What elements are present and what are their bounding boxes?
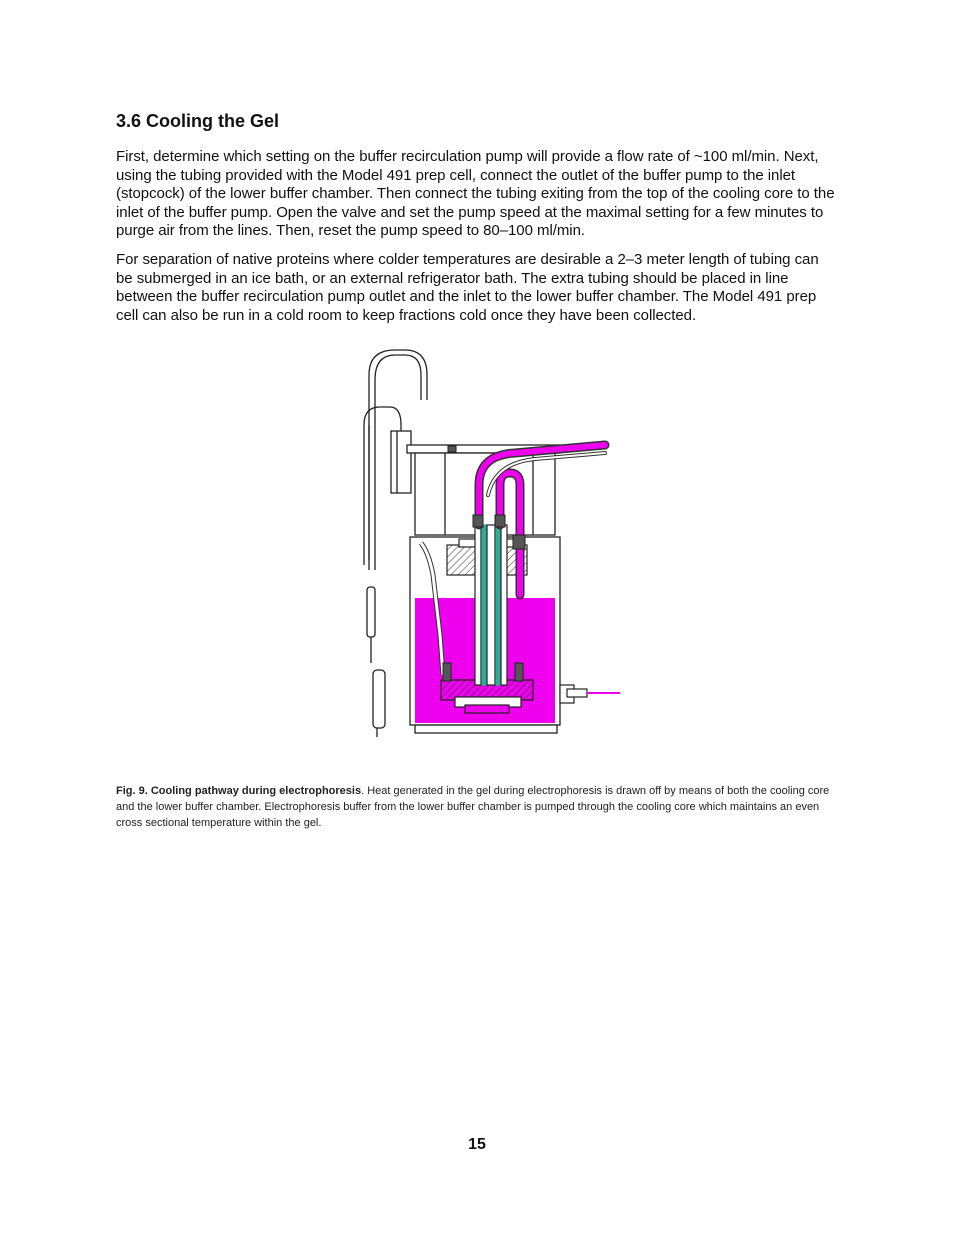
- prep-cell-cooling-diagram: [355, 345, 625, 740]
- page-number: 15: [468, 1136, 486, 1153]
- figure-caption: [116, 783, 838, 831]
- diagram-svg: [355, 345, 625, 740]
- paragraph-2: For separation of native proteins where colder temperatures are desirable a 2–3 meter length of tubing can be submerged in an ice bath, or an external refrigerator bath. The extra tubing should be placed in line between the buffer recirculation pump outlet and the inlet to the lower buffer chamber. The Model 491 prep cell can also be run in a cold room to keep fractions cold once they have been collected.: [116, 251, 819, 324]
- paragraph-1: First, determine which setting on the buffer recirculation pump will provide a flow rate of ~100 ml/min. Next, using the tubing provided with the Model 491 prep cell, connect the outlet of the buffer pump to the inlet (stopcock) of the lower buffer chamber. Then connect the tubing exiting from the top of the cooling core to the inlet of the buffer pump. Open the valve and set the pump speed at the maximal setting for a few minutes to purge air from the lines. Then, reset the pump speed to 80–100 ml/min.: [116, 148, 835, 240]
- section-heading: 3.6 Cooling the Gel: [116, 111, 280, 131]
- figure-caption-text: . Heat generated in the gel during electrophoresis is drawn off by means of both the cooling core and the lower buffer chamber. Electrophoresis buffer from the lower buffer chamber is pumped through the cooling core which maintains an even cross sectional temperature within the gel.: [116, 785, 830, 829]
- figure-caption-label: Fig. 9. Cooling pathway during electrophoresis: [116, 785, 362, 797]
